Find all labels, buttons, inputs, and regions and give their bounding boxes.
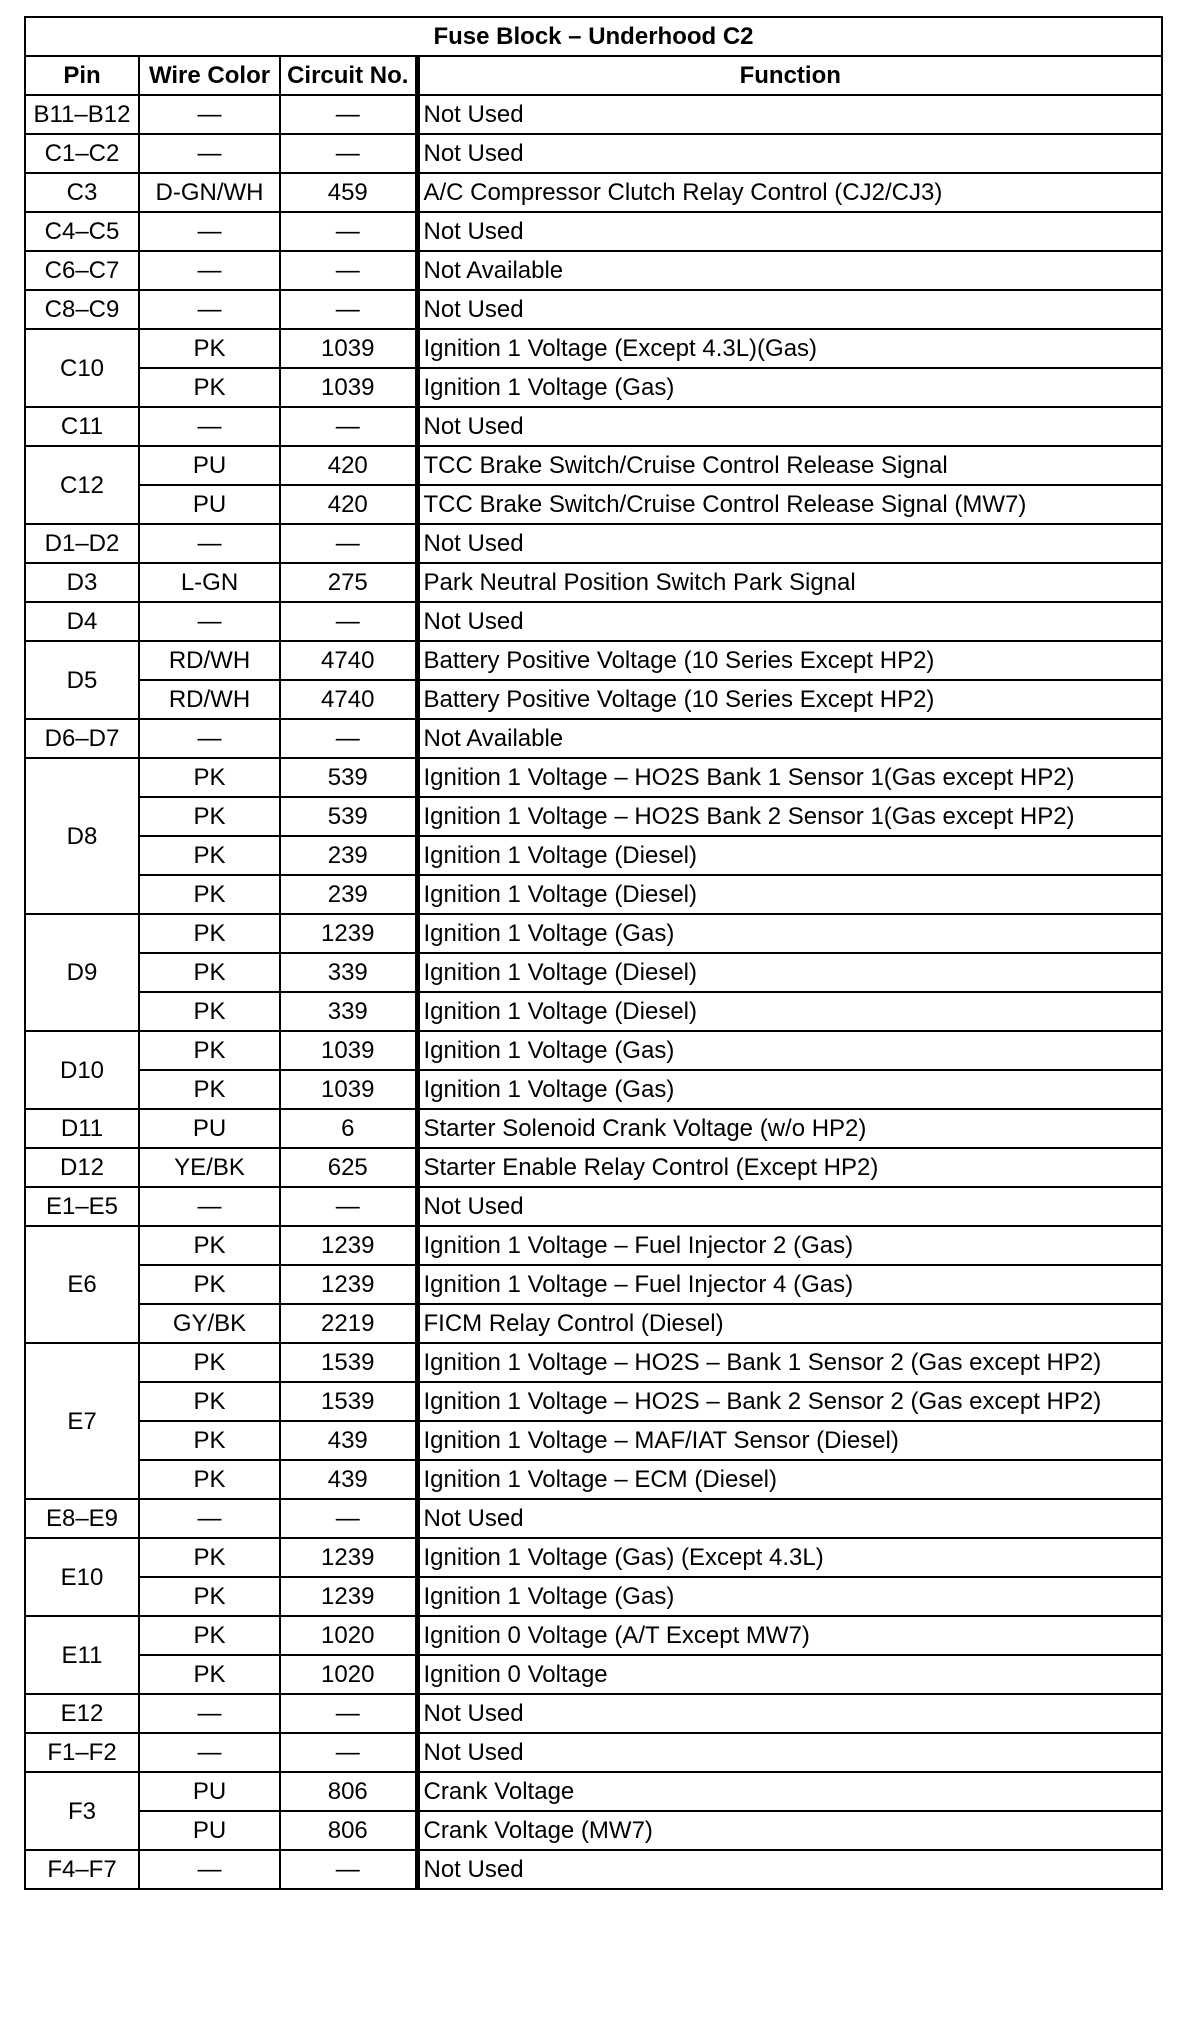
function-cell: Ignition 1 Voltage (Gas) (417, 1577, 1162, 1616)
fuse-block-table (24, 16, 1163, 1890)
table-row (25, 1304, 1162, 1343)
wire-color-cell: PK (139, 368, 280, 407)
function-cell: Starter Solenoid Crank Voltage (w/o HP2) (417, 1109, 1162, 1148)
table-row (25, 1265, 1162, 1304)
table-row (25, 1148, 1162, 1187)
wire-color-cell: PK (139, 1226, 280, 1265)
function-cell: Not Used (417, 290, 1162, 329)
pin-cell: E8–E9 (25, 1499, 139, 1538)
table-row (25, 953, 1162, 992)
function-cell: TCC Brake Switch/Cruise Control Release Signal (417, 446, 1162, 485)
table-row (25, 914, 1162, 953)
function-cell: Ignition 1 Voltage – HO2S – Bank 2 Sensor 2 (Gas except HP2) (417, 1382, 1162, 1421)
table-row (25, 602, 1162, 641)
table-row (25, 407, 1162, 446)
table-row (25, 1343, 1162, 1382)
pin-cell: C11 (25, 407, 139, 446)
circuit-no-cell: 806 (280, 1811, 417, 1850)
pin-cell: C3 (25, 173, 139, 212)
pin-cell: B11–B12 (25, 95, 139, 134)
table-row (25, 1499, 1162, 1538)
circuit-no-cell: 6 (280, 1109, 417, 1148)
pin-cell: C8–C9 (25, 290, 139, 329)
pin-cell: C6–C7 (25, 251, 139, 290)
pin-cell: E12 (25, 1694, 139, 1733)
header-row (25, 56, 1162, 95)
circuit-no-cell: 806 (280, 1772, 417, 1811)
table-row (25, 1538, 1162, 1577)
wire-color-cell: PK (139, 329, 280, 368)
circuit-no-cell: — (280, 251, 417, 290)
circuit-no-cell: 1039 (280, 368, 417, 407)
pin-cell: E6 (25, 1226, 139, 1343)
wire-color-cell: — (139, 719, 280, 758)
table-row (25, 212, 1162, 251)
wire-color-cell: — (139, 212, 280, 251)
function-cell: Not Used (417, 1499, 1162, 1538)
table-row (25, 1772, 1162, 1811)
circuit-no-cell: 1239 (280, 1577, 417, 1616)
table-row (25, 485, 1162, 524)
circuit-no-cell: 439 (280, 1421, 417, 1460)
table-row (25, 1616, 1162, 1655)
circuit-no-cell: 1539 (280, 1343, 417, 1382)
wire-color-cell: GY/BK (139, 1304, 280, 1343)
wire-color-cell: — (139, 524, 280, 563)
table-row (25, 1031, 1162, 1070)
pin-cell: D3 (25, 563, 139, 602)
wire-color-cell: PK (139, 1070, 280, 1109)
wire-color-cell: — (139, 1187, 280, 1226)
header-pin: Pin (25, 56, 139, 95)
circuit-no-cell: — (280, 602, 417, 641)
table-row (25, 1421, 1162, 1460)
pin-cell: C1–C2 (25, 134, 139, 173)
circuit-no-cell: 339 (280, 992, 417, 1031)
table-row (25, 1694, 1162, 1733)
circuit-no-cell: 420 (280, 485, 417, 524)
circuit-no-cell: 1039 (280, 329, 417, 368)
pin-cell: C4–C5 (25, 212, 139, 251)
wire-color-cell: PK (139, 1382, 280, 1421)
function-cell: Ignition 1 Voltage (Diesel) (417, 836, 1162, 875)
header-function: Function (417, 56, 1162, 95)
function-cell: Crank Voltage (417, 1772, 1162, 1811)
pin-cell: F4–F7 (25, 1850, 139, 1889)
title-row (25, 17, 1162, 56)
circuit-no-cell: 1020 (280, 1655, 417, 1694)
table-row (25, 329, 1162, 368)
header-circuit-no: Circuit No. (280, 56, 417, 95)
table-row (25, 875, 1162, 914)
wire-color-cell: — (139, 251, 280, 290)
wire-color-cell: YE/BK (139, 1148, 280, 1187)
circuit-no-cell: 539 (280, 797, 417, 836)
function-cell: Not Used (417, 602, 1162, 641)
function-cell: Battery Positive Voltage (10 Series Except HP2) (417, 641, 1162, 680)
circuit-no-cell: 1020 (280, 1616, 417, 1655)
circuit-no-cell: 4740 (280, 680, 417, 719)
function-cell: Not Used (417, 212, 1162, 251)
wire-color-cell: PK (139, 1343, 280, 1382)
wire-color-cell: PK (139, 836, 280, 875)
function-cell: Not Used (417, 134, 1162, 173)
pin-cell: D8 (25, 758, 139, 914)
wire-color-cell: PK (139, 797, 280, 836)
circuit-no-cell: 625 (280, 1148, 417, 1187)
pin-cell: E10 (25, 1538, 139, 1616)
circuit-no-cell: 339 (280, 953, 417, 992)
wire-color-cell: PK (139, 1577, 280, 1616)
function-cell: Not Used (417, 524, 1162, 563)
table-body (25, 95, 1162, 1889)
wire-color-cell: PK (139, 1265, 280, 1304)
wire-color-cell: PK (139, 1538, 280, 1577)
wire-color-cell: PK (139, 1616, 280, 1655)
wire-color-cell: PK (139, 1460, 280, 1499)
wire-color-cell: PK (139, 1655, 280, 1694)
circuit-no-cell: 1039 (280, 1031, 417, 1070)
table-row (25, 719, 1162, 758)
wire-color-cell: PU (139, 1109, 280, 1148)
wire-color-cell: — (139, 1694, 280, 1733)
pin-cell: C12 (25, 446, 139, 524)
circuit-no-cell: 4740 (280, 641, 417, 680)
table-row (25, 1070, 1162, 1109)
table-row (25, 368, 1162, 407)
function-cell: Ignition 1 Voltage – MAF/IAT Sensor (Diesel) (417, 1421, 1162, 1460)
circuit-no-cell: — (280, 1499, 417, 1538)
circuit-no-cell: 275 (280, 563, 417, 602)
function-cell: Ignition 1 Voltage (Except 4.3L)(Gas) (417, 329, 1162, 368)
wire-color-cell: PK (139, 1421, 280, 1460)
circuit-no-cell: 1239 (280, 914, 417, 953)
wire-color-cell: RD/WH (139, 680, 280, 719)
circuit-no-cell: — (280, 95, 417, 134)
wire-color-cell: PU (139, 1772, 280, 1811)
table-row (25, 641, 1162, 680)
table-row (25, 836, 1162, 875)
table-row (25, 1577, 1162, 1616)
function-cell: Battery Positive Voltage (10 Series Except HP2) (417, 680, 1162, 719)
function-cell: Ignition 1 Voltage (Gas) (417, 914, 1162, 953)
function-cell: Ignition 1 Voltage – HO2S Bank 2 Sensor 1(Gas except HP2) (417, 797, 1162, 836)
table-row (25, 446, 1162, 485)
wire-color-cell: RD/WH (139, 641, 280, 680)
circuit-no-cell: — (280, 1733, 417, 1772)
table-row (25, 290, 1162, 329)
table-row (25, 992, 1162, 1031)
wire-color-cell: — (139, 1499, 280, 1538)
circuit-no-cell: 1239 (280, 1538, 417, 1577)
pin-cell: F1–F2 (25, 1733, 139, 1772)
pin-cell: E1–E5 (25, 1187, 139, 1226)
function-cell: Not Used (417, 1187, 1162, 1226)
table-row (25, 758, 1162, 797)
function-cell: Ignition 0 Voltage (417, 1655, 1162, 1694)
circuit-no-cell: — (280, 1187, 417, 1226)
wire-color-cell: — (139, 1733, 280, 1772)
function-cell: Ignition 1 Voltage (Gas) (417, 1070, 1162, 1109)
pin-cell: D10 (25, 1031, 139, 1109)
function-cell: Ignition 1 Voltage – Fuel Injector 4 (Gas) (417, 1265, 1162, 1304)
table-row (25, 1460, 1162, 1499)
wire-color-cell: — (139, 134, 280, 173)
function-cell: Not Used (417, 1850, 1162, 1889)
function-cell: Not Available (417, 719, 1162, 758)
function-cell: Not Available (417, 251, 1162, 290)
wire-color-cell: — (139, 95, 280, 134)
circuit-no-cell: 239 (280, 875, 417, 914)
table-row (25, 797, 1162, 836)
function-cell: Ignition 1 Voltage (Diesel) (417, 992, 1162, 1031)
function-cell: Ignition 1 Voltage – HO2S Bank 1 Sensor 1(Gas except HP2) (417, 758, 1162, 797)
wire-color-cell: — (139, 602, 280, 641)
pin-cell: D1–D2 (25, 524, 139, 563)
wire-color-cell: PU (139, 1811, 280, 1850)
circuit-no-cell: 2219 (280, 1304, 417, 1343)
pin-cell: D6–D7 (25, 719, 139, 758)
function-cell: TCC Brake Switch/Cruise Control Release Signal (MW7) (417, 485, 1162, 524)
table-row (25, 524, 1162, 563)
circuit-no-cell: — (280, 212, 417, 251)
table-row (25, 1109, 1162, 1148)
wire-color-cell: PK (139, 758, 280, 797)
function-cell: Ignition 1 Voltage (Diesel) (417, 875, 1162, 914)
function-cell: Ignition 1 Voltage (Gas) (417, 1031, 1162, 1070)
wire-color-cell: PU (139, 485, 280, 524)
function-cell: Ignition 1 Voltage (Gas) (Except 4.3L) (417, 1538, 1162, 1577)
wire-color-cell: L-GN (139, 563, 280, 602)
circuit-no-cell: 420 (280, 446, 417, 485)
wire-color-cell: PK (139, 875, 280, 914)
circuit-no-cell: — (280, 524, 417, 563)
circuit-no-cell: 459 (280, 173, 417, 212)
table-row (25, 251, 1162, 290)
function-cell: Ignition 1 Voltage (Diesel) (417, 953, 1162, 992)
wire-color-cell: PK (139, 914, 280, 953)
function-cell: Ignition 0 Voltage (A/T Except MW7) (417, 1616, 1162, 1655)
wire-color-cell: — (139, 407, 280, 446)
pin-cell: C10 (25, 329, 139, 407)
circuit-no-cell: — (280, 407, 417, 446)
wire-color-cell: — (139, 290, 280, 329)
pin-cell: D9 (25, 914, 139, 1031)
table-row (25, 134, 1162, 173)
function-cell: Starter Enable Relay Control (Except HP2) (417, 1148, 1162, 1187)
circuit-no-cell: 1239 (280, 1265, 417, 1304)
circuit-no-cell: 1539 (280, 1382, 417, 1421)
function-cell: Ignition 1 Voltage – ECM (Diesel) (417, 1460, 1162, 1499)
wire-color-cell: PU (139, 446, 280, 485)
circuit-no-cell: 439 (280, 1460, 417, 1499)
circuit-no-cell: — (280, 1694, 417, 1733)
circuit-no-cell: — (280, 134, 417, 173)
table-row (25, 1382, 1162, 1421)
circuit-no-cell: 239 (280, 836, 417, 875)
pin-cell: D5 (25, 641, 139, 719)
pin-cell: D4 (25, 602, 139, 641)
table-row (25, 1187, 1162, 1226)
function-cell: Crank Voltage (MW7) (417, 1811, 1162, 1850)
function-cell: Not Used (417, 1694, 1162, 1733)
circuit-no-cell: 539 (280, 758, 417, 797)
table-row (25, 1226, 1162, 1265)
circuit-no-cell: 1239 (280, 1226, 417, 1265)
circuit-no-cell: 1039 (280, 1070, 417, 1109)
table-row (25, 1733, 1162, 1772)
circuit-no-cell: — (280, 719, 417, 758)
wire-color-cell: PK (139, 953, 280, 992)
wire-color-cell: PK (139, 1031, 280, 1070)
table-row (25, 563, 1162, 602)
table-title: Fuse Block – Underhood C2 (25, 17, 1162, 56)
circuit-no-cell: — (280, 1850, 417, 1889)
function-cell: FICM Relay Control (Diesel) (417, 1304, 1162, 1343)
table-row (25, 1811, 1162, 1850)
header-wire-color: Wire Color (139, 56, 280, 95)
fuse-block-table-container (24, 16, 1161, 1890)
function-cell: Ignition 1 Voltage – HO2S – Bank 1 Sensor 2 (Gas except HP2) (417, 1343, 1162, 1382)
function-cell: Not Used (417, 407, 1162, 446)
table-row (25, 95, 1162, 134)
pin-cell: D12 (25, 1148, 139, 1187)
function-cell: Park Neutral Position Switch Park Signal (417, 563, 1162, 602)
table-row (25, 173, 1162, 212)
table-row (25, 1655, 1162, 1694)
table-row (25, 1850, 1162, 1889)
table-row (25, 680, 1162, 719)
function-cell: Not Used (417, 1733, 1162, 1772)
function-cell: Not Used (417, 95, 1162, 134)
function-cell: Ignition 1 Voltage – Fuel Injector 2 (Gas) (417, 1226, 1162, 1265)
wire-color-cell: D-GN/WH (139, 173, 280, 212)
pin-cell: E7 (25, 1343, 139, 1499)
wire-color-cell: PK (139, 992, 280, 1031)
function-cell: Ignition 1 Voltage (Gas) (417, 368, 1162, 407)
function-cell: A/C Compressor Clutch Relay Control (CJ2/CJ3) (417, 173, 1162, 212)
pin-cell: E11 (25, 1616, 139, 1694)
circuit-no-cell: — (280, 290, 417, 329)
pin-cell: D11 (25, 1109, 139, 1148)
pin-cell: F3 (25, 1772, 139, 1850)
wire-color-cell: — (139, 1850, 280, 1889)
